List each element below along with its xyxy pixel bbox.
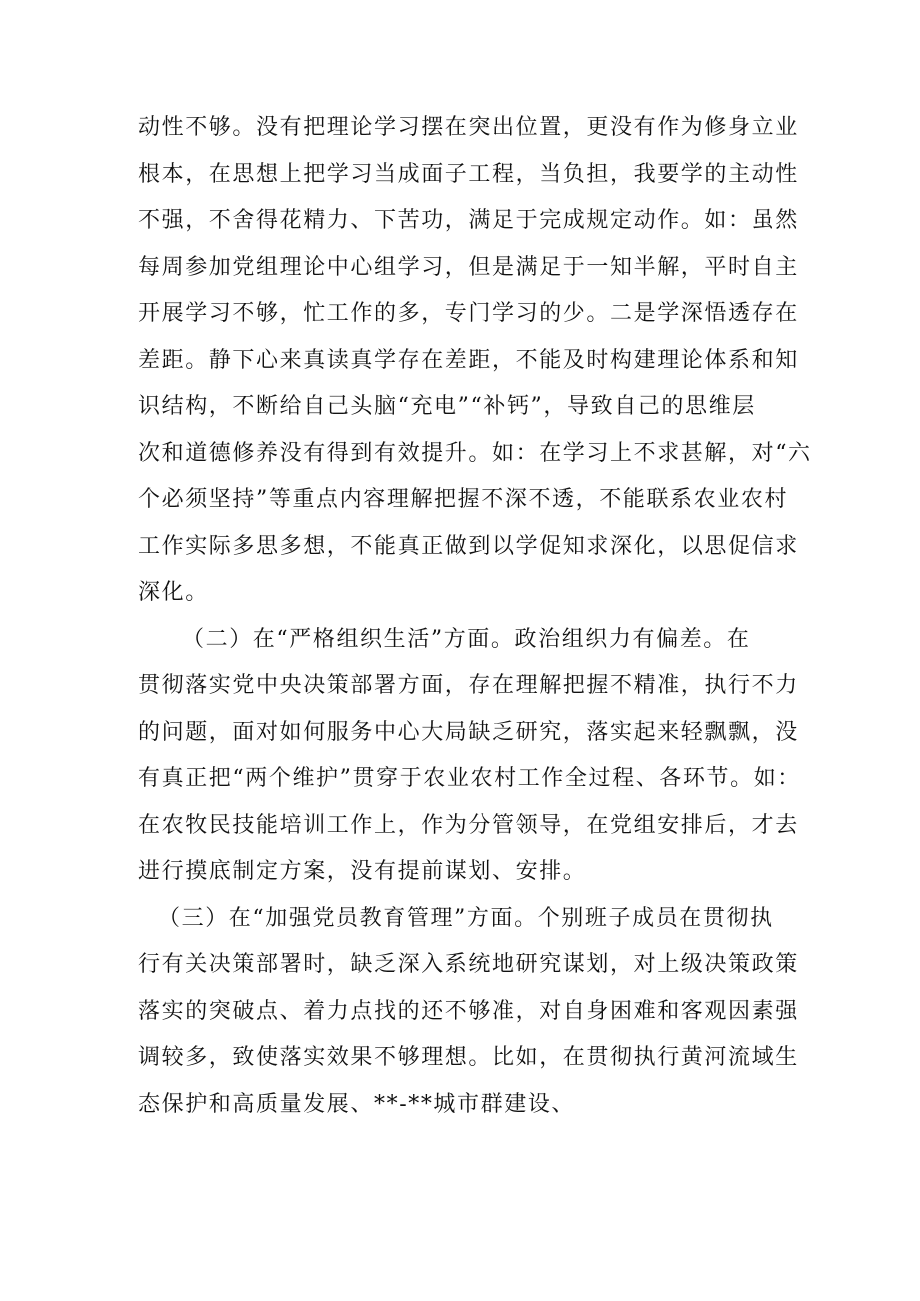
paragraph-line: 开展学习不够，忙工作的多，专门学习的少。二是学深悟透存在	[138, 301, 799, 326]
paragraph-line: 调较多，致使落实效果不够理想。比如，在贯彻执行黄河流域生	[138, 1045, 799, 1070]
section-heading-line: （三）在“加强党员教育管理”方面。个别班子成员在贯彻执	[158, 906, 774, 931]
paragraph-line: 差距。静下心来真读真学存在差距，不能及时构建理论体系和知	[138, 348, 799, 373]
paragraph-line: 的问题，面对如何服务中心大局缺乏研究，落实起来轻飘飘，没	[138, 720, 799, 745]
paragraph-line: 个必须坚持”等重点内容理解把握不深不透，不能联系农业农村	[138, 487, 789, 512]
paragraph-line: 进行摸底制定方案，没有提前谋划、安排。	[138, 859, 587, 884]
paragraph-line: 根本，在思想上把学习当成面子工程，当负担，我要学的主动性	[138, 162, 799, 187]
paragraph-line: 贯彻落实党中央决策部署方面，存在理解把握不精准，执行不力	[138, 673, 799, 698]
paragraph-line: 态保护和高质量发展、**-**城市群建设、	[138, 1092, 576, 1117]
section-heading-line: （二）在“严格组织生活”方面。政治组织力有偏差。在	[182, 627, 751, 652]
paragraph-line: 落实的突破点、着力点找的还不够准，对自身困难和客观因素强	[138, 999, 799, 1024]
paragraph-line: 每周参加党组理论中心组学习，但是满足于一知半解，平时自主	[138, 255, 799, 280]
paragraph-line: 工作实际多思多想，不能真正做到以学促知求深化，以思促信求	[138, 534, 799, 559]
paragraph-line: 深化。	[138, 580, 209, 605]
paragraph-line: 行有关决策部署时，缺乏深入系统地研究谋划，对上级决策政策	[138, 952, 799, 977]
paragraph-line: 不强，不舍得花精力、下苦功，满足于完成规定动作。如：虽然	[138, 208, 799, 233]
paragraph-line: 识结构，不断给自己头脑“充电”“补钙”，导致自己的思维层	[138, 394, 756, 419]
paragraph-line: 动性不够。没有把理论学习摆在突出位置，更没有作为修身立业	[138, 115, 799, 140]
paragraph-line: 在农牧民技能培训工作上，作为分管领导，在党组安排后，才去	[138, 813, 799, 838]
paragraph-line: 有真正把“两个维护”贯穿于农业农村工作全过程、各环节。如：	[138, 766, 801, 791]
paragraph-line: 次和道德修养没有得到有效提升。如：在学习上不求甚解，对“六	[138, 441, 812, 466]
